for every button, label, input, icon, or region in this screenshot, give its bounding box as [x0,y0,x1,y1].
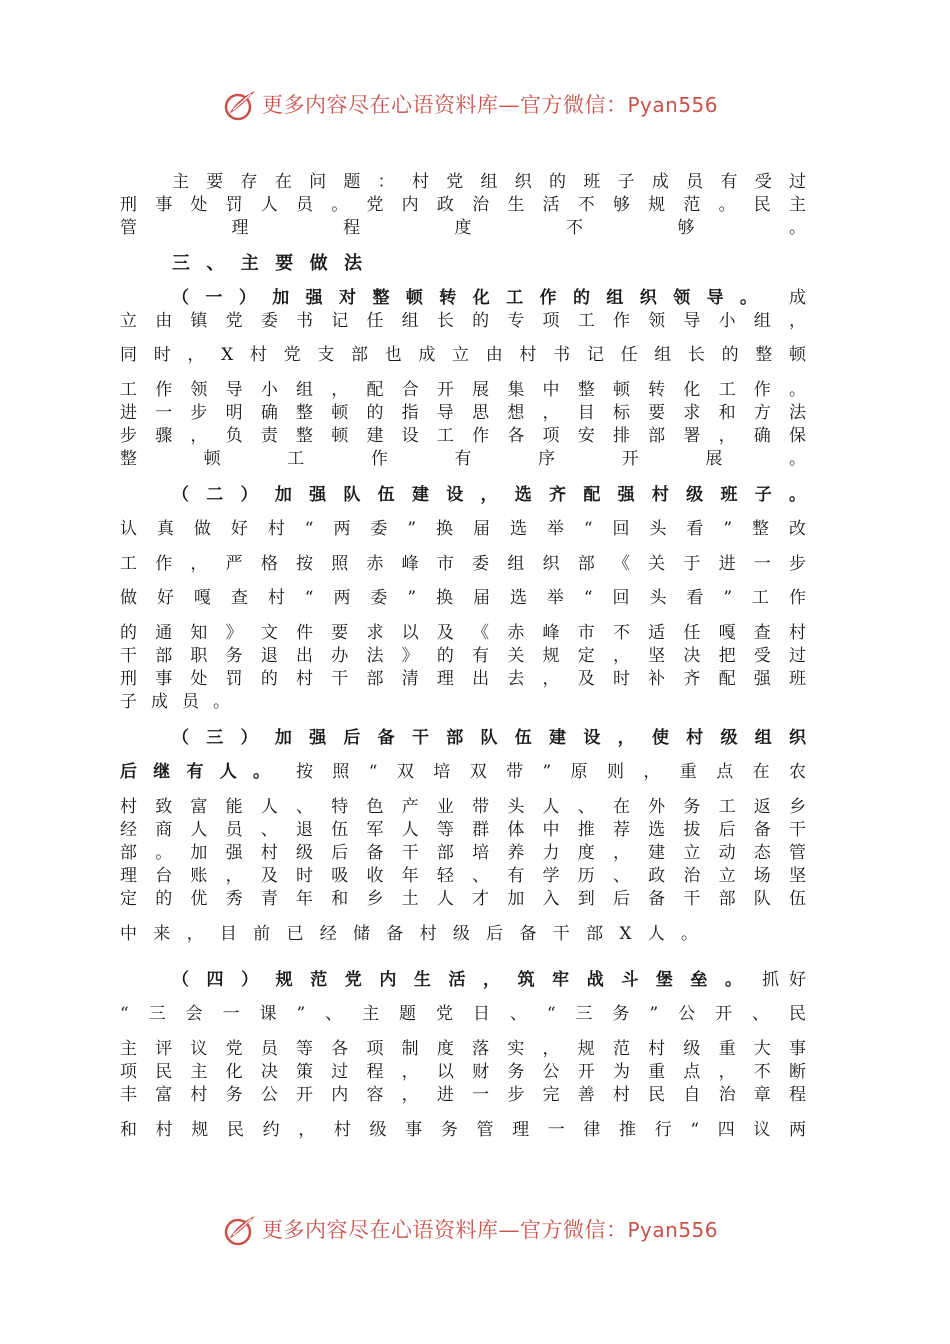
text-line: 工作，严格按照赤峰市委组织部《关于进一步 [120,554,806,574]
text-line: 工作领导小组，配合开展集中整顿转化工作。 [120,380,806,400]
subheading-run: （一）加强对整顿转化工作的组织领导。 [172,288,757,308]
text-line: 认真做好村“两委”换届选举“回头看”整改 [120,519,806,539]
watermark-header [0,86,950,126]
text-line: 理台账，及时吸收年轻、有学历、政治立场坚 [120,866,806,886]
text-run: 成 [789,288,806,308]
text-line: 经商人员、退伍军人等群体中推荐选拔后备干 [120,820,806,840]
watermark-wechat-id: Pyan556 [627,1218,719,1242]
text-line [172,968,806,992]
subheading: （二）加强队伍建设，选齐配强村级班子。 [172,485,806,505]
section-heading: 三、主要做法 [172,253,362,274]
subheading-run: 后继有人。 [120,762,270,782]
text-line: “三会一课”、主题党日、“三务”公开、民 [120,1004,806,1024]
text-line: 部。加强村级后备干部培养力度，建立动态管 [120,843,806,863]
text-line: 干部职务退出办法》的有关规定，坚决把受过 [120,646,806,666]
text-line: 同时，X村党支部也成立由村书记任组长的整顿 [120,345,806,365]
text-line: 刑事处罚的村干部清理出去，及时补齐配强班 [120,669,806,689]
watermark-label: 更多内容尽在心语资料库—官方微信： [262,1218,628,1242]
text-line: 整顿工作有序开展。 [120,449,806,469]
text-line [120,760,806,784]
text-line: 丰富村务公开内容，进一步完善村民自治章程 [120,1085,806,1105]
text-line: 项民主化决策过程，以财务公开为重点，不断 [120,1062,806,1082]
watermark-footer [0,1211,950,1251]
text-line: 主要存在问题：村党组织的班子成员有受过 [172,172,806,192]
text-run: 按照“双培双带”原则，重点在农 [296,762,806,782]
text-line: 管理程度不够。 [120,218,806,238]
text-line: 步骤，负责整顿建设工作各项安排部署，确保 [120,426,806,446]
subheading: （三）加强后备干部队伍建设，使村级组织 [172,728,806,748]
text-line: 的通知》文件要求以及《赤峰市不适任嘎查村 [120,623,806,643]
watermark-wechat-id: Pyan556 [627,93,719,117]
text-line: 子成员。 [120,692,230,712]
text-line: 和村规民约，村级事务管理一律推行“四议两 [120,1120,806,1140]
text-line: 定的优秀青年和乡土人才加入到后备干部队伍 [120,889,806,909]
text-line: 主评议党员等各项制度落实，规范村级重大事 [120,1039,806,1059]
watermark-text [262,1215,718,1245]
text-line: 进一步明确整顿的指导思想，目标要求和方法 [120,403,806,423]
text-line: 做好嘎查村“两委”换届选举“回头看”工作 [120,588,806,608]
text-run: 抓好 [762,970,806,990]
watermark-label: 更多内容尽在心语资料库—官方微信： [262,93,628,117]
text-line [172,286,806,310]
text-line: 村致富能人、特色产业带头人、在外务工返乡 [120,797,806,817]
text-line: 立由镇党委书记任组长的专项工作领导小组， [120,311,806,331]
watermark-text [262,90,718,120]
subheading-run: （四）规范党内生活，筑牢战斗堡垒。 [172,970,742,990]
feather-logo-icon [223,1213,257,1247]
text-line: 刑事处罚人员。党内政治生活不够规范。民主 [120,195,806,215]
text-line: 中来，目前已经储备村级后备干部X人。 [120,924,698,944]
feather-logo-icon [223,88,257,122]
